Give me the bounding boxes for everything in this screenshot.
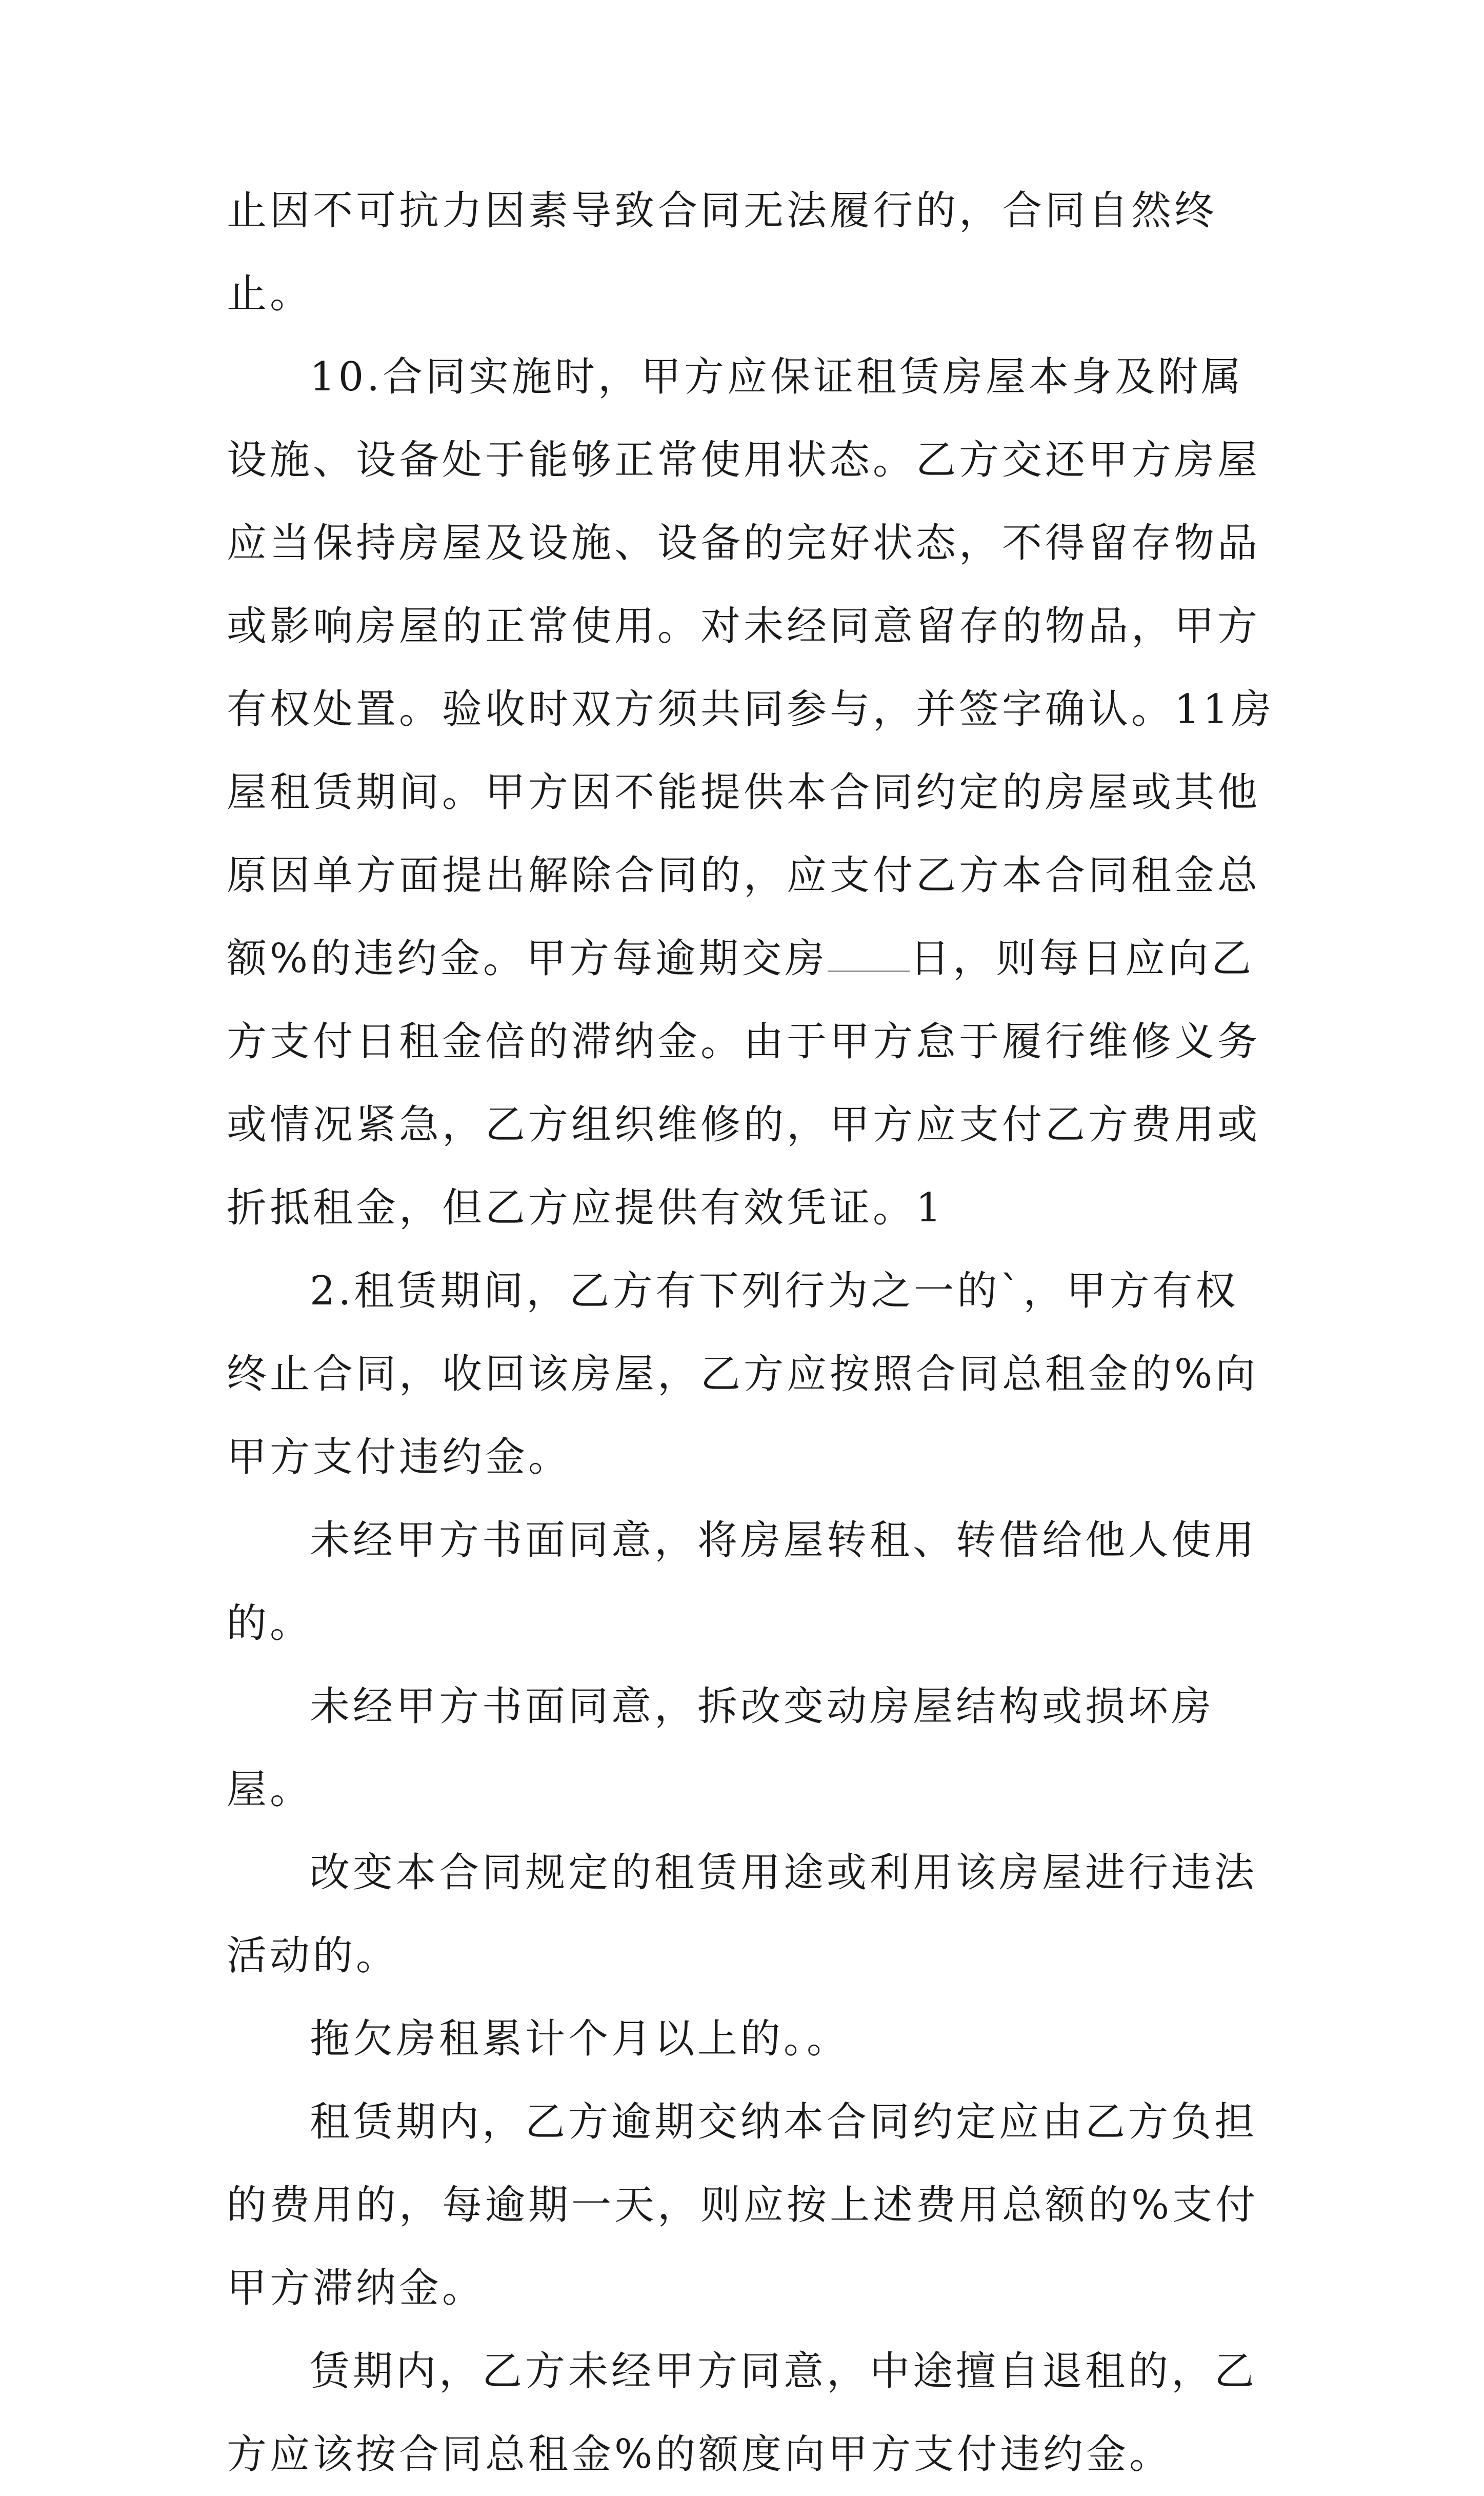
paragraph-clause-10 xyxy=(227,335,1278,1250)
paragraph-force-majeure: 止因不可抗力因素导致合同无法履行的，合同自然终止。 xyxy=(227,188,1218,317)
paragraph-sublet: 未经甲方书面同意，将房屋转租、转借给他人使用的。 xyxy=(227,1517,1258,1647)
paragraph-late-fees: 租赁期内，乙方逾期交纳本合同约定应由乙方负担的费用的，每逾期一天，则应按上述费用总额的%支付甲方滞纳金。 xyxy=(227,2099,1259,2311)
paragraph-rent-arrears: 拖欠房租累计个月以上的。。 xyxy=(310,2016,850,2062)
fill-in-blank xyxy=(828,940,910,972)
paragraph-clause-2: 2.租赁期间，乙方有下列行为之一的`，甲方有权终止合同，收回该房屋，乙方应按照合同总租金的%向甲方支付违约金。 xyxy=(227,1268,1259,1480)
paragraph-alteration: 未经甲方书面同意，拆改变动房屋结构或损坏房屋。 xyxy=(227,1683,1215,1813)
paragraph-clause-10-tail: 日，则每日应向乙方支付日租金倍的滞纳金。由于甲方怠于履行维修义务或情况紧急，乙方组织维修的，甲方应支付乙方费用或折抵租金，但乙方应提供有效凭证。1 xyxy=(227,936,1261,1231)
paragraph-illegal-use: 改变本合同规定的租赁用途或利用该房屋进行违法活动的。 xyxy=(227,1850,1258,1979)
document-body xyxy=(227,169,1278,2496)
paragraph-early-termination: 赁期内，乙方未经甲方同意，中途擅自退租的，乙方应该按合同总租金%的额度向甲方支付违约金。 xyxy=(227,2348,1258,2478)
paragraph-clause-10-head: 10.合同实施时，甲方应保证租赁房屋本身及附属设施、设备处于能够正常使用状态。乙方交还甲方房屋应当保持房屋及设施、设备的完好状态，不得留存物品或影响房屋的正常使用。对未经同意留存的物品，甲方有权处置。验收时双方须共同参与，并签字确认。11房屋租赁期间。甲方因不能提供本合同约定的房屋或其他原因单方面提出解除合同的，应支付乙方本合同租金总额%的违约金。甲方每逾期交房 xyxy=(227,354,1275,982)
